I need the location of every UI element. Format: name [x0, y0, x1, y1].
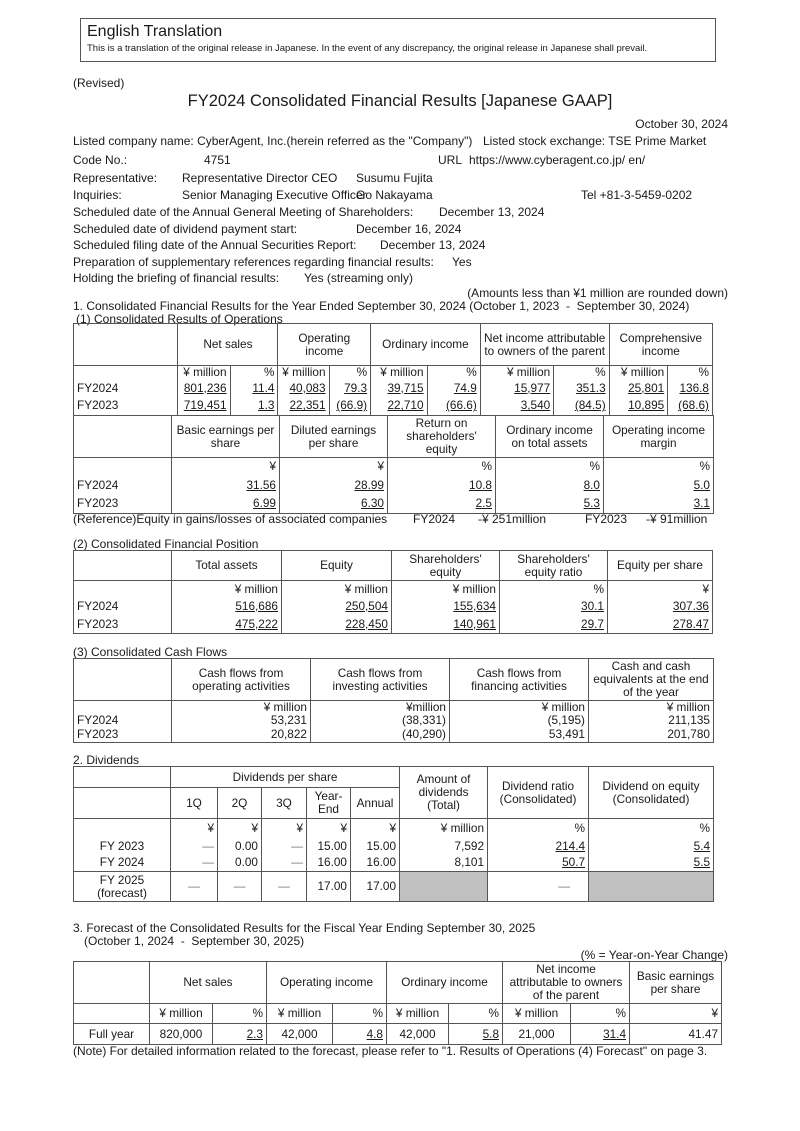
- unit: %: [699, 459, 710, 474]
- position-subtitle: (2) Consolidated Financial Position: [73, 537, 259, 551]
- section1-title: 1. Consolidated Financial Results for the Year Ended September 30, 2024 (October 1, 2023 - September 30, 2024): [73, 299, 690, 313]
- yoy-note: (% = Year-on-Year Change): [580, 948, 728, 962]
- table-row: Full year 820,000 2.3 42,000 4.8 42,000 5.8 21,000 31.4 41.47: [74, 1024, 722, 1045]
- code-label: Code No.:: [73, 153, 128, 167]
- dividends-title: 2. Dividends: [73, 753, 140, 767]
- col-3q: 3Q: [262, 788, 307, 819]
- cash-flows-table: Cash flows from operating activities Cash flows from investing activities Cash flows from financing activities Cash and cash equivalents at the end of the year ¥ million ¥million ¥ million ¥ million FY2024 53,231 (38,331) (5,195) 211,135 FY2023 20,822 (40,290) 53,491 201,780: [73, 658, 714, 743]
- representative-label: Representative:: [73, 171, 158, 185]
- shaded-cell: [400, 872, 488, 902]
- filing-date: December 13, 2024: [380, 238, 486, 252]
- forecast-period: (October 1, 2024 - September 30, 2025): [84, 934, 305, 948]
- supplementary-label: Preparation of supplementary references regarding financial results:: [73, 255, 434, 269]
- agm-date: December 13, 2024: [439, 205, 545, 219]
- stock-exchange: Listed stock exchange: TSE Prime Market: [483, 134, 707, 148]
- table-row: FY 2023 — 0.00 — 15.00 15.00 7,592 214.4 5.4: [74, 838, 714, 855]
- col-diluted-eps: Diluted earnings per share: [280, 416, 388, 458]
- table-row: FY2024 31.56 28.99 10.8 8.0 5.0: [74, 476, 714, 495]
- col-roa: Ordinary income on total assets: [496, 416, 604, 458]
- unit: ¥ million: [178, 366, 230, 380]
- supplementary-value: Yes: [452, 255, 472, 269]
- col-dividend-on-equity: Dividend on equity (Consolidated): [589, 767, 714, 819]
- col-roe: Return on shareholders' equity: [388, 416, 496, 458]
- reference-fy2023-label: FY2023: [585, 512, 628, 526]
- col-forecast-net-sales: Net sales: [150, 962, 267, 1004]
- operations-table: [73, 323, 713, 416]
- reference-fy2024-value: -¥ 251million: [478, 512, 547, 526]
- reference-fy2024-label: FY2024: [413, 512, 456, 526]
- table-row: FY2024 53,231 (38,331) (5,195) 211,135: [74, 714, 714, 727]
- col-investing-cf: Cash flows from investing activities: [311, 659, 450, 701]
- unit: %: [230, 366, 278, 380]
- col-shareholders-equity: Shareholders' equity: [392, 551, 500, 581]
- unit: %: [496, 458, 604, 476]
- dividends-table: Dividends per share Amount of dividends (Total) Dividend ratio (Consolidated) Dividend on equity (Consolidated) 1Q 2Q 3Q Year-End Annual ¥ ¥ ¥ ¥ ¥ ¥ million % % FY 2023 — 0.00 — 15.00 15.00 7,592 214.4 5.4 FY 2024 — 0.00 — 16.00 16.00 8,101 50.7 5.5 FY 2025 (forecast) — — — 17.00 17.00 —: [73, 766, 714, 902]
- col-cash-end: Cash and cash equivalents at the end of the year: [589, 659, 714, 701]
- col-net-sales: Net sales: [178, 324, 278, 366]
- col-total-assets: Total assets: [172, 551, 282, 581]
- col-net-income: Net income attributable to owners of the parent: [480, 324, 609, 366]
- row-label: Full year: [74, 1024, 150, 1045]
- operations-corner: [74, 324, 178, 366]
- unit: ¥ million: [278, 366, 329, 380]
- col-ordinary-income: Ordinary income: [371, 324, 481, 366]
- unit: ¥ million: [480, 366, 553, 380]
- col-year-end: Year-End: [307, 788, 351, 819]
- revised-label: (Revised): [73, 76, 125, 90]
- dividend-start-date: December 16, 2024: [356, 222, 462, 236]
- unit: ¥: [172, 458, 280, 476]
- col-2q: 2Q: [218, 788, 262, 819]
- row-label: FY2023: [74, 397, 178, 415]
- company-name: Listed company name: CyberAgent, Inc.(herein referred as the "Company"): [73, 134, 473, 148]
- col-dividends-per-share: Dividends per share: [171, 767, 400, 788]
- col-1q: 1Q: [171, 788, 218, 819]
- col-equity-per-share: Equity per share: [608, 551, 713, 581]
- inquiries-name: Go Nakayama: [356, 188, 433, 202]
- unit: ¥ million: [371, 366, 427, 380]
- col-amount-dividends: Amount of dividends (Total): [400, 767, 488, 819]
- company-url[interactable]: https://www.cyberagent.co.jp/ en/: [469, 153, 646, 167]
- forecast-note: (Note) For detailed information related to the forecast, please refer to "1. Results of Operations (4) Forecast" on page 3.: [73, 1044, 708, 1058]
- shaded-cell: [589, 872, 714, 902]
- unit: %: [388, 458, 496, 476]
- col-annual: Annual: [351, 788, 400, 819]
- filing-label: Scheduled filing date of the Annual Securities Report:: [73, 238, 357, 252]
- representative-title: Representative Director CEO: [182, 171, 338, 185]
- unit: ¥: [280, 458, 388, 476]
- dividend-start-label: Scheduled date of dividend payment start:: [73, 222, 298, 236]
- unit: %: [698, 365, 709, 379]
- col-forecast-net-income: Net income attributable to owners of the parent: [503, 962, 630, 1004]
- telephone: Tel +81-3-5459-0202: [581, 188, 693, 202]
- row-label: FY2024: [74, 379, 178, 397]
- col-forecast-ordinary-income: Ordinary income: [387, 962, 503, 1004]
- table-row: FY2024 516,686 250,504 155,634 30.1 307.36: [74, 598, 713, 616]
- col-financing-cf: Cash flows from financing activities: [450, 659, 589, 701]
- table-row: FY2023 475,222 228,450 140,961 29.7 278.47: [74, 616, 713, 634]
- col-operating-cf: Cash flows from operating activities: [172, 659, 311, 701]
- representative-name: Susumu Fujita: [356, 171, 433, 185]
- col-dividend-ratio: Dividend ratio (Consolidated): [488, 767, 589, 819]
- cashflow-subtitle: (3) Consolidated Cash Flows: [73, 645, 228, 659]
- table-row: FY2023 719,451 1.3 22,351 (66.9) 22,710 (66.6) 3,540 (84.5) 10,895 (68.6): [74, 397, 713, 415]
- reference-fy2023-value: -¥ 91million: [646, 512, 708, 526]
- release-date: October 30, 2024: [635, 117, 728, 131]
- inquiries-label: Inquiries:: [73, 188, 122, 202]
- inquiries-title: Senior Managing Executive Officer: [182, 188, 367, 202]
- unit: %: [554, 366, 609, 380]
- col-forecast-basic-eps: Basic earnings per share: [630, 962, 722, 1004]
- table-row: FY 2025 (forecast) — — — 17.00 17.00 —: [74, 872, 714, 902]
- unit: %: [427, 366, 480, 380]
- page-title: FY2024 Consolidated Financial Results [Japanese GAAP]: [187, 92, 613, 110]
- banner-title: English Translation: [87, 23, 223, 40]
- eps-table: [73, 415, 714, 514]
- col-comprehensive-income: Comprehensive income: [609, 324, 712, 366]
- reference-label: (Reference)Equity in gains/losses of associated companies: [73, 512, 388, 526]
- code-value: 4751: [204, 153, 231, 167]
- col-forecast-operating-income: Operating income: [267, 962, 387, 1004]
- col-equity-ratio: Shareholders' equity ratio: [500, 551, 608, 581]
- briefing-label: Holding the briefing of financial results:: [73, 271, 280, 285]
- col-equity: Equity: [282, 551, 392, 581]
- briefing-value: Yes (streaming only): [304, 271, 413, 285]
- url-label: URL: [438, 153, 463, 167]
- table-row: FY 2024 — 0.00 — 16.00 16.00 8,101 50.7 5.5: [74, 855, 714, 872]
- financial-position-table: Total assets Equity Shareholders' equity Shareholders' equity ratio Equity per share ¥ million ¥ million ¥ million % ¥ FY2024 516,686 250,504 155,634 30.1 307.36 FY2023 475,222 228,450 140,961 29.7 278.47: [73, 550, 713, 634]
- col-op-margin: Operating income margin: [604, 416, 714, 458]
- col-basic-eps: Basic earnings per share: [172, 416, 280, 458]
- table-row: FY2023 20,822 (40,290) 53,491 201,780: [74, 727, 714, 742]
- forecast-title: 3. Forecast of the Consolidated Results for the Fiscal Year Ending September 30, 2025: [73, 921, 536, 935]
- operations-subtitle: (1) Consolidated Results of Operations: [76, 312, 283, 326]
- rounding-note: (Amounts less than ¥1 million are rounded down): [467, 286, 728, 300]
- translation-banner: [80, 18, 716, 62]
- agm-label: Scheduled date of the Annual General Meeting of Shareholders:: [73, 205, 414, 219]
- banner-subtitle: This is a translation of the original release in Japanese. In the event of any discrepancy, the original release in Japanese shall prevail.: [87, 43, 648, 54]
- table-row: FY2023 6.99 6.30 2.5 5.3 3.1: [74, 495, 714, 514]
- col-operating-income: Operating income: [278, 324, 371, 366]
- unit: %: [329, 366, 371, 380]
- unit: ¥ million: [609, 366, 668, 380]
- forecast-table: Net sales Operating income Ordinary income Net income attributable to owners of the parent Basic earnings per share ¥ million % ¥ million % ¥ million % ¥ million % ¥ Full year 820,000 2.3 42,000 4.8 42,000 5.8 21,000 31.4 41.47: [73, 961, 722, 1045]
- table-row: FY2024 801,236 11.4 40,083 79.3 39,715 74.9 15,977 351.3 25,801 136.8: [74, 379, 713, 397]
